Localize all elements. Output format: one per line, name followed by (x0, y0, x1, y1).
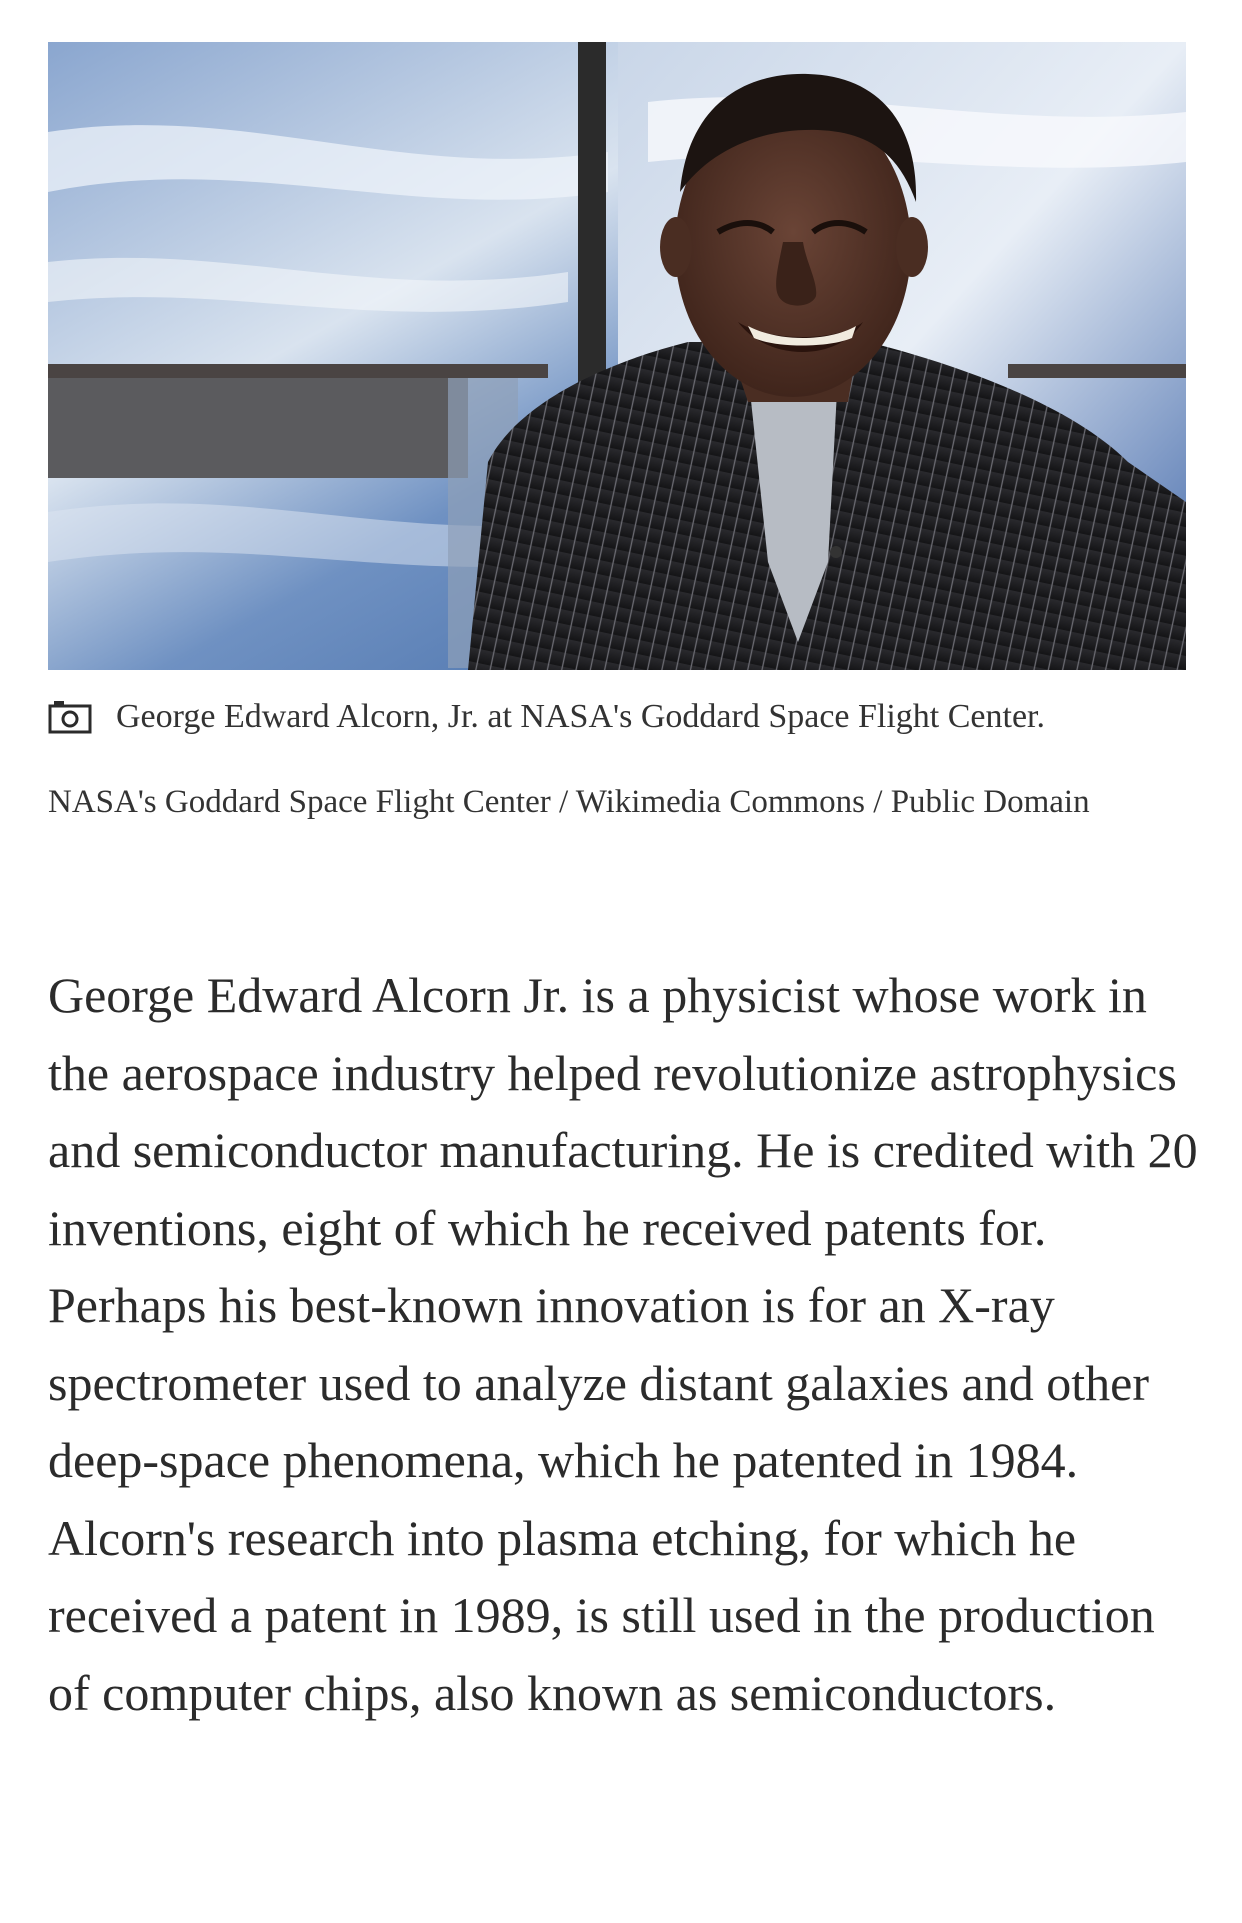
article-photo[interactable] (48, 42, 1186, 670)
article-paragraph: George Edward Alcorn Jr. is a physicist whose work in the aerospace industry helped revolutionize astrophysics and semiconductor manufacturing. He is credited with 20 inventions, eight of which he received patents for. Perhaps his best-known innovation is for an X-ray spectrometer used to analyze distant galaxies and other deep-space phenomena, which he patented in 1984. Alcorn's research into plasma etching, for which he received a patent in 1989, is still used in the production of computer chips, also known as semiconductors. (48, 967, 1198, 1721)
photo-caption-row (48, 694, 1208, 740)
camera-icon (48, 700, 92, 734)
photo-credit: NASA's Goddard Space Flight Center / Wikimedia Commons / Public Domain (48, 784, 1090, 820)
portrait-photo (48, 42, 1186, 670)
photo-caption: George Edward Alcorn, Jr. at NASA's Goddard Space Flight Center. (116, 698, 1046, 735)
